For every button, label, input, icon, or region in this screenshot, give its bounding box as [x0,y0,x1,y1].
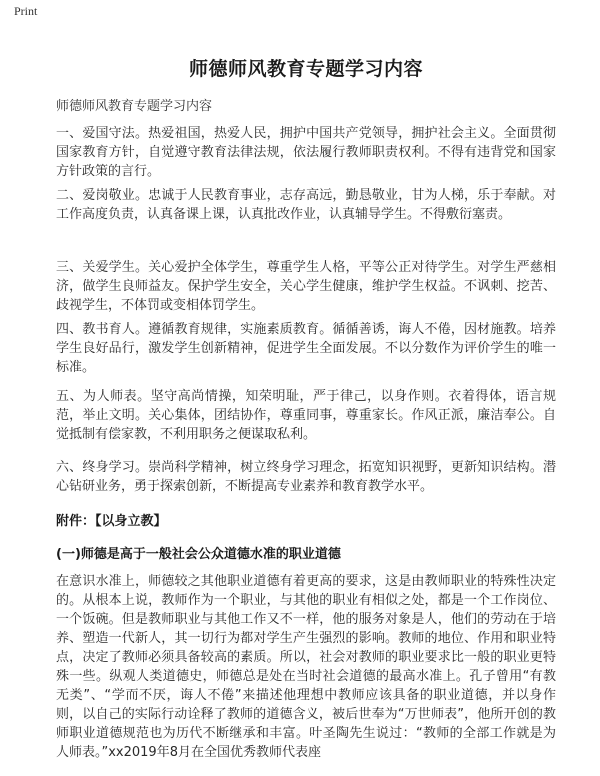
appendix-heading: 附件：【以身立教】 [56,514,167,529]
paragraph-patriotism: 一、爱国守法。热爱祖国，热爱人民，拥护中国共产党领导，拥护社会主义。全面贯彻国家教育方针，自觉遵守教育法律法规，依法履行教师职责权利。不得有违背党和国家方针政策的言行。 [56,126,556,179]
paragraph-care-students: 三、关爱学生。关心爱护全体学生，尊重学生人格，平等公正对待学生。对学生严慈相济，做学生良师益友。保护学生安全，关心学生健康，维护学生权益。不讽刺、挖苦、歧视学生，不体罚或变相体罚学生。 [56,260,556,313]
section-body: 在意识水准上，师德较之其他职业道德有着更高的要求，这是由教师职业的特殊性决定的。从根本上说，教师作为一个职业，与其他的职业有相似之处，都是一个工作岗位、一个饭碗。但是教师职业与其他工作又不一样，他的服务对象是人，他们的劳动在于培养、塑造一代新人，其一切行为都对学生产生强烈的影响。教师的地位、作用和职业特点，决定了教师必须具备较高的素质。所以，社会对教师的职业要求比一般的职业更特殊一些。纵观人类道德史，师德总是处在当时社会道德的最高水准上。孔子曾用“有教无类”、“学而不厌，诲人不倦”来描述他理想中教师应该具备的职业道德，并以身作则，以自己的实际行动诠释了教师的道德含义，被后世奉为“万世师表”，他所开创的教师职业道德规范也为历代不断继承和丰富。叶圣陶先生说过：“教师的全部工作就是为人师表。”xx2019年8月在全国优秀教师代表座 [56,574,556,760]
document-subtitle: 师德师风教育专题学习内容 [56,99,213,114]
section-heading: (一)师德是高于一般社会公众道德水准的职业道德 [56,547,341,562]
paragraph-lifelong-learning: 六、终身学习。崇尚科学精神，树立终身学习理念，拓宽知识视野，更新知识结构。潜心钻研业务，勇于探索创新，不断提高专业素养和教育教学水平。 [56,460,556,494]
document-title: 师德师风教育专题学习内容 [188,58,423,80]
print-link[interactable]: Print [14,4,38,18]
paragraph-role-model: 五、为人师表。坚守高尚情操，知荣明耻，严于律己，以身作则。衣着得体，语言规范，举止文明。关心集体，团结协作，尊重同事，尊重家长。作风正派，廉洁奉公。自觉抵制有偿家教，不利用职务之便谋取私利。 [56,389,556,442]
paragraph-dedication: 二、爱岗敬业。忠诚于人民教育事业，志存高远，勤恳敬业，甘为人梯，乐于奉献。对工作高度负责，认真备课上课，认真批改作业，认真辅导学生。不得敷衍塞责。 [56,188,556,222]
paragraph-teaching: 四、教书育人。遵循教育规律，实施素质教育。循循善诱，诲人不倦，因材施教。培养学生良好品行，激发学生创新精神，促进学生全面发展。不以分数作为评价学生的唯一标准。 [56,322,556,375]
